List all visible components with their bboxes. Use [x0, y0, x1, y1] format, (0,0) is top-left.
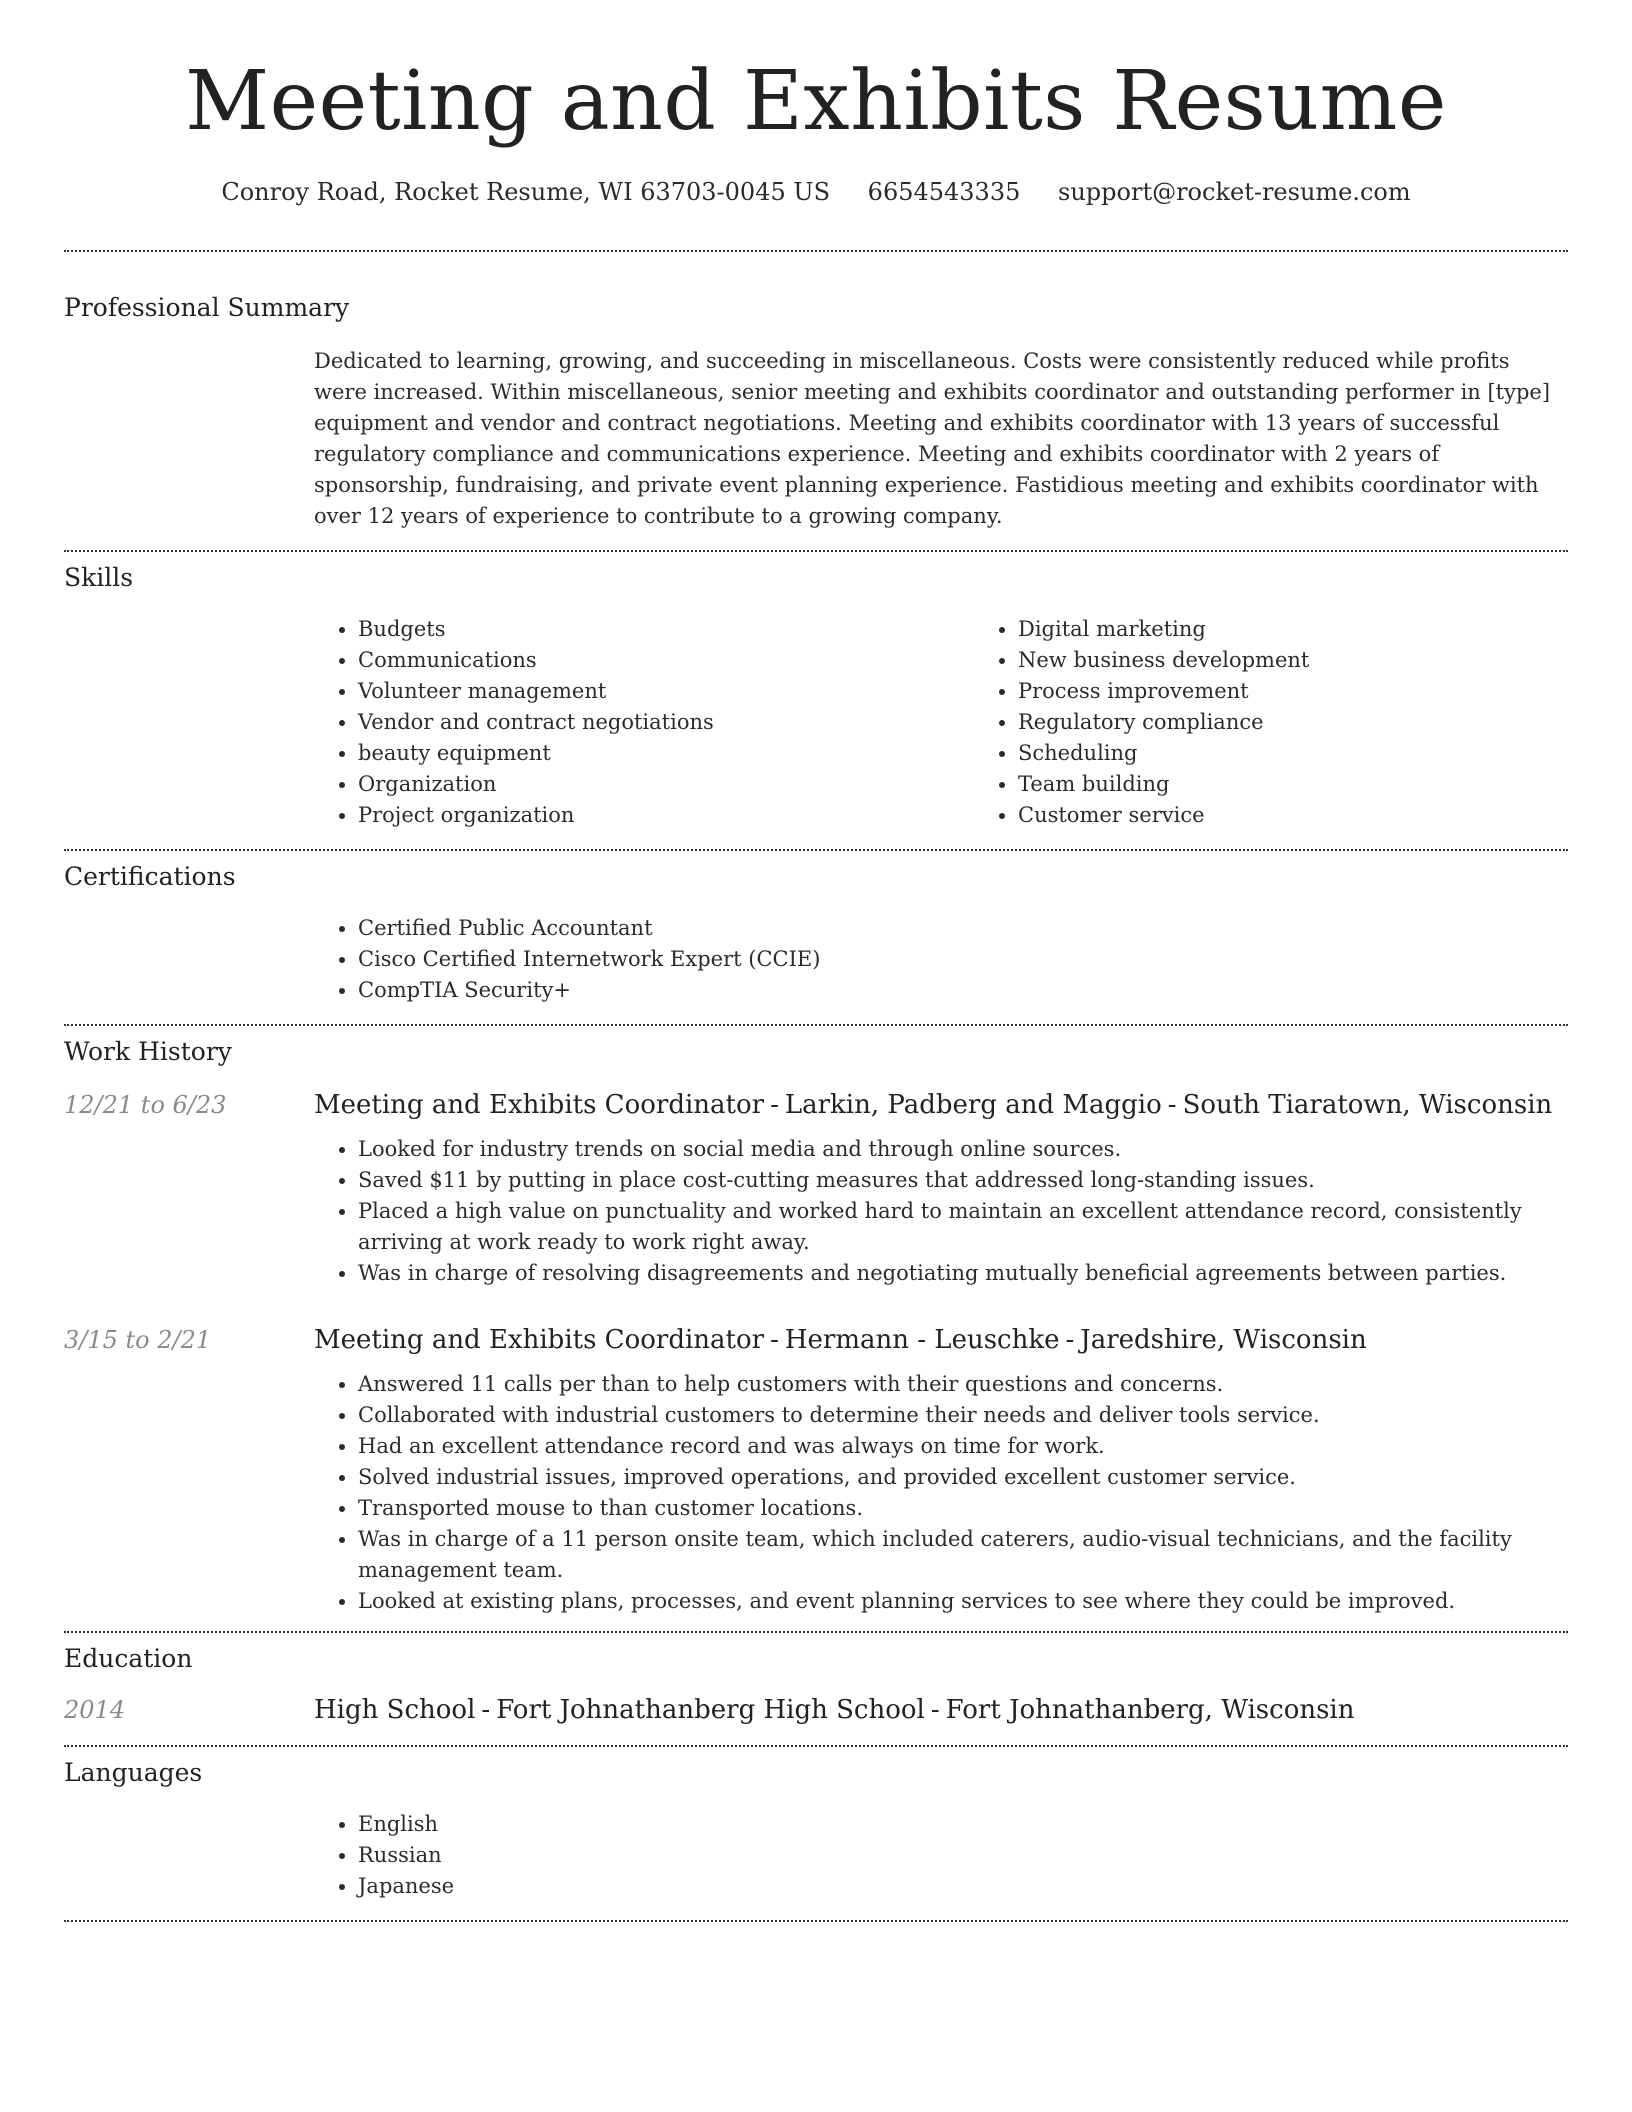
- job-role: Meeting and Exhibits Coordinator: [314, 1090, 765, 1120]
- job-entry: [64, 1088, 1568, 1289]
- job-location: Jaredshire, Wisconsin: [1080, 1325, 1367, 1355]
- education-title-line: High School - Fort Johnathanberg High School - Fort Johnathanberg, Wisconsin: [314, 1695, 1355, 1725]
- education-degree: High School: [314, 1695, 476, 1725]
- job-bullet: • Was in charge of resolving disagreements and negotiating mutually beneficial agreements between parties.: [358, 1258, 1568, 1289]
- job-title-line: Meeting and Exhibits Coordinator - Hermann - Leuschke - Jaredshire, Wisconsin: [314, 1325, 1367, 1355]
- skill-item: • Customer service: [1018, 800, 1632, 831]
- job-bullet: • Collaborated with industrial customers to determine their needs and deliver tools service.: [358, 1400, 1568, 1431]
- contact-address: Conroy Road, Rocket Resume, WI 63703-0045 US: [221, 178, 831, 206]
- section-divider: [64, 1920, 1568, 1922]
- resume-title: Meeting and Exhibits Resume: [185, 54, 1447, 149]
- job-company: Hermann - Leuschke: [784, 1325, 1060, 1355]
- professional-summary-section: [64, 252, 1568, 532]
- contact-line: [64, 176, 1568, 208]
- skill-item: • Scheduling: [1018, 738, 1632, 769]
- job-title-line: Meeting and Exhibits Coordinator - Larkin, Padberg and Maggio - South Tiaratown, Wisconsin: [314, 1090, 1553, 1120]
- education-entry: [64, 1693, 1568, 1727]
- certifications-section: [64, 851, 1568, 1006]
- job-dates: 12/21 to 6/23: [64, 1091, 227, 1119]
- section-title-certifications: Certifications: [64, 862, 236, 891]
- section-title-languages: Languages: [64, 1758, 203, 1787]
- job-bullet: • Transported mouse to than customer locations.: [358, 1493, 1568, 1524]
- section-title-professional-summary: Professional Summary: [64, 293, 350, 322]
- job-bullet: • Was in charge of a 11 person onsite team, which included caterers, audio-visual technicians, and the facility management team.: [358, 1524, 1568, 1586]
- skill-item: • Process improvement: [1018, 676, 1632, 707]
- job-bullets: [314, 1134, 1568, 1289]
- job-location: South Tiaratown, Wisconsin: [1182, 1090, 1553, 1120]
- certification-item: • CompTIA Security+: [358, 975, 1568, 1006]
- skill-item: • Volunteer management: [358, 676, 974, 707]
- contact-phone: 6654543335: [867, 178, 1021, 206]
- job-bullets: [314, 1369, 1568, 1617]
- job-bullet: • Answered 11 calls per than to help customers with their questions and concerns.: [358, 1369, 1568, 1400]
- language-item: • English: [358, 1809, 1568, 1840]
- job-header: [64, 1323, 1568, 1357]
- skill-item: • New business development: [1018, 645, 1632, 676]
- job-bullet: • Saved $11 by putting in place cost-cutting measures that addressed long-standing issues.: [358, 1165, 1568, 1196]
- job-role: Meeting and Exhibits Coordinator: [314, 1325, 765, 1355]
- skill-item: • Vendor and contract negotiations: [358, 707, 974, 738]
- skills-columns: [314, 614, 1568, 831]
- job-bullet: • Had an excellent attendance record and was always on time for work.: [358, 1431, 1568, 1462]
- certifications-list: [314, 913, 1568, 1006]
- work-history-section: [64, 1026, 1568, 1617]
- languages-section: [64, 1747, 1568, 1902]
- job-dates: 3/15 to 2/21: [64, 1326, 212, 1354]
- skill-item: • Budgets: [358, 614, 974, 645]
- summary-content: [314, 346, 1568, 532]
- job-bullet: • Placed a high value on punctuality and worked hard to maintain an excellent attendance record, consistently arriving at work ready to work right away.: [358, 1196, 1568, 1258]
- job-bullet: • Solved industrial issues, improved operations, and provided excellent customer service.: [358, 1462, 1568, 1493]
- skill-item: • Organization: [358, 769, 974, 800]
- skill-item: • Communications: [358, 645, 974, 676]
- job-entry: [64, 1323, 1568, 1617]
- skill-item: • beauty equipment: [358, 738, 974, 769]
- section-title-skills: Skills: [64, 563, 134, 592]
- job-header: [64, 1088, 1568, 1122]
- education-location: Fort Johnathanberg, Wisconsin: [945, 1695, 1355, 1725]
- languages-list: [314, 1809, 1568, 1902]
- certifications-content: [314, 913, 1568, 1006]
- education-school: Fort Johnathanberg High School: [496, 1695, 925, 1725]
- job-bullet: • Looked for industry trends on social media and through online sources.: [358, 1134, 1568, 1165]
- skills-list-left: [314, 614, 974, 831]
- contact-email: support@rocket-resume.com: [1058, 178, 1411, 206]
- skill-item: • Team building: [1018, 769, 1632, 800]
- language-item: • Russian: [358, 1840, 1568, 1871]
- education-section: [64, 1633, 1568, 1727]
- certification-item: • Certified Public Accountant: [358, 913, 1568, 944]
- job-bullet: • Looked at existing plans, processes, and event planning services to see where they could be improved.: [358, 1586, 1568, 1617]
- section-title-work-history: Work History: [64, 1037, 232, 1066]
- job-company: Larkin, Padberg and Maggio: [784, 1090, 1162, 1120]
- skill-item: • Regulatory compliance: [1018, 707, 1632, 738]
- languages-content: [314, 1809, 1568, 1902]
- skill-item: • Project organization: [358, 800, 974, 831]
- skills-list-right: [974, 614, 1632, 831]
- language-item: • Japanese: [358, 1871, 1568, 1902]
- education-year: 2014: [64, 1696, 126, 1724]
- certification-item: • Cisco Certified Internetwork Expert (CCIE): [358, 944, 1568, 975]
- skills-section: [64, 552, 1568, 831]
- section-title-education: Education: [64, 1644, 193, 1673]
- skill-item: • Digital marketing: [1018, 614, 1632, 645]
- summary-text: Dedicated to learning, growing, and succeeding in miscellaneous. Costs were consistently reduced while profits were increased. Within miscellaneous, senior meeting and exhibits coordinator and outstanding performer in [type] equipment and vendor and contract negotiations. Meeting and exhibits coordinator with 13 years of successful regulatory compliance and communications experience. Meeting and exhibits coordinator with 2 years of sponsorship, fundraising, and private event planning experience. Fastidious meeting and exhibits coordinator with over 12 years of experience to contribute to a growing company.: [314, 349, 1551, 528]
